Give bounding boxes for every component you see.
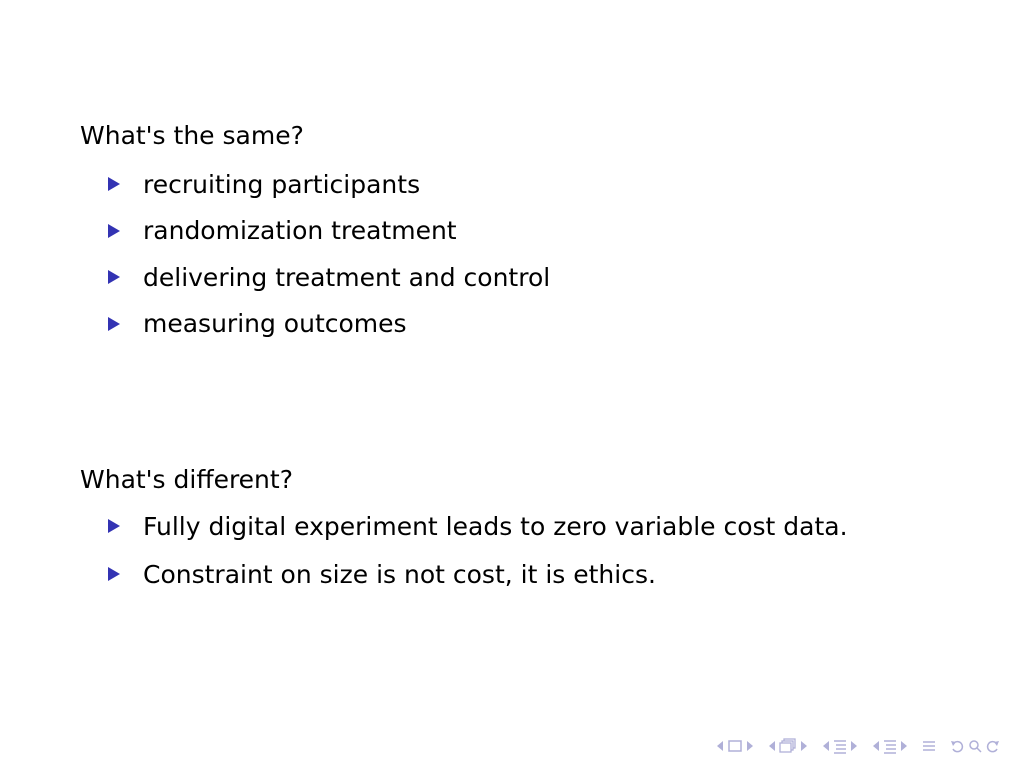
list-item-text: randomization treatment bbox=[143, 216, 457, 246]
subsection-list-icon[interactable] bbox=[883, 738, 897, 754]
search-icon[interactable] bbox=[968, 739, 982, 753]
beamer-navigation-bar bbox=[716, 736, 1000, 756]
list-item bbox=[108, 208, 550, 255]
nav-left-arrow-icon[interactable] bbox=[872, 740, 879, 752]
list-item-text: measuring outcomes bbox=[143, 309, 407, 339]
bullet-triangle-icon bbox=[108, 317, 143, 331]
section-heading-same: What's the same? bbox=[80, 121, 304, 150]
nav-right-arrow-icon[interactable] bbox=[747, 740, 754, 752]
bullet-list-same bbox=[108, 161, 550, 347]
list-item-text: recruiting participants bbox=[143, 169, 421, 199]
redo-icon[interactable] bbox=[986, 739, 1000, 753]
nav-right-arrow-icon[interactable] bbox=[851, 740, 858, 752]
subsection-icon[interactable] bbox=[779, 738, 797, 754]
list-item bbox=[108, 550, 848, 598]
bullet-triangle-icon bbox=[108, 519, 143, 533]
section-heading-different: What's different? bbox=[80, 465, 293, 494]
list-item-text: Constraint on size is not cost, it is ethics. bbox=[143, 559, 656, 589]
nav-left-arrow-icon[interactable] bbox=[822, 740, 829, 752]
bullet-list-different bbox=[108, 502, 848, 598]
bullet-triangle-icon bbox=[108, 567, 143, 581]
list-item bbox=[108, 502, 848, 550]
bullet-triangle-icon bbox=[108, 224, 143, 238]
bullet-triangle-icon bbox=[108, 177, 143, 191]
align-icon[interactable] bbox=[922, 739, 936, 753]
section-icon[interactable] bbox=[833, 738, 847, 754]
nav-left-arrow-icon[interactable] bbox=[716, 740, 723, 752]
nav-left-arrow-icon[interactable] bbox=[768, 740, 775, 752]
list-item-text: delivering treatment and control bbox=[143, 262, 551, 292]
list-item-text: Fully digital experiment leads to zero variable cost data. bbox=[143, 511, 848, 541]
nav-right-arrow-icon[interactable] bbox=[801, 740, 808, 752]
list-item bbox=[108, 301, 550, 348]
list-item bbox=[108, 254, 550, 301]
nav-right-arrow-icon[interactable] bbox=[901, 740, 908, 752]
frame-icon[interactable] bbox=[727, 739, 743, 753]
list-item bbox=[108, 161, 550, 208]
bullet-triangle-icon bbox=[108, 270, 143, 284]
undo-icon[interactable] bbox=[950, 739, 964, 753]
